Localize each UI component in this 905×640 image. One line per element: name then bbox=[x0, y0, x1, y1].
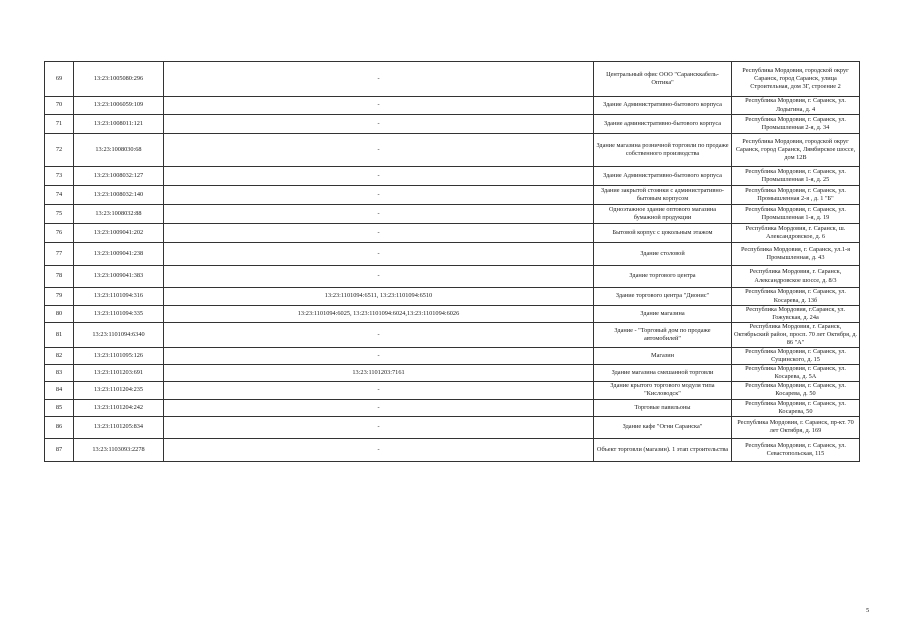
cadastral-number: 13:23:1101204:242 bbox=[74, 399, 164, 416]
object-address: Республика Мордовия, г. Саранск, Октябрьский район, просп. 70 лет Октября, д. 86 "А" bbox=[732, 323, 860, 348]
object-address: Республика Мордовия, г. Саранск, ул.1-я Промышленная, д. 43 bbox=[732, 243, 860, 266]
cadastral-number: 13:23:1008032:140 bbox=[74, 186, 164, 205]
row-number: 82 bbox=[45, 348, 74, 365]
row-number: 70 bbox=[45, 97, 74, 115]
table-row bbox=[45, 243, 860, 266]
cadastral-number: 13:23:1101203:691 bbox=[74, 365, 164, 382]
row-number: 71 bbox=[45, 115, 74, 134]
page-number: 5 bbox=[866, 607, 870, 614]
object-address: Республика Мордовия, г. Саранск, ул. Косарева, д. 50 bbox=[732, 382, 860, 399]
row-number: 73 bbox=[45, 167, 74, 186]
table-row bbox=[45, 348, 860, 365]
row-number: 83 bbox=[45, 365, 74, 382]
cadastral-number: 13:23:1103093:2278 bbox=[74, 438, 164, 461]
object-address: Республика Мордовия, г. Саранск, пр-кт. 70 лет Октября, д. 169 bbox=[732, 416, 860, 438]
table-row bbox=[45, 323, 860, 348]
object-address: Республика Мордовия, г. Саранск, ул. Промышленная 2-я , д. 1 "Б" bbox=[732, 186, 860, 205]
row-number: 74 bbox=[45, 186, 74, 205]
cadastral-number: 13:23:1005080:296 bbox=[74, 62, 164, 97]
object-name: Здание - "Торговый дом по продаже автомобилей" bbox=[594, 323, 732, 348]
object-address: Республика Мордовия, г. Саранск, ул. Лодыгина, д. 4 bbox=[732, 97, 860, 115]
table-row bbox=[45, 416, 860, 438]
related-cadastral-numbers: 13:23:1101203:7161 bbox=[164, 365, 594, 382]
related-cadastral-numbers: - bbox=[164, 243, 594, 266]
object-name: Здание магазина розничной торговли по продаже собственного производства bbox=[594, 134, 732, 167]
related-cadastral-numbers: - bbox=[164, 382, 594, 399]
object-name: Здание кафе "Огни Саранска" bbox=[594, 416, 732, 438]
table-row bbox=[45, 399, 860, 416]
object-name: Торговые павильоны bbox=[594, 399, 732, 416]
table-body bbox=[45, 62, 860, 462]
table-row bbox=[45, 288, 860, 306]
row-number: 76 bbox=[45, 224, 74, 243]
object-name: Здание магазина bbox=[594, 306, 732, 323]
related-cadastral-numbers: 13:23:1101094:6511, 13:23:1101094:6510 bbox=[164, 288, 594, 306]
cadastral-number: 13:23:1006059:109 bbox=[74, 97, 164, 115]
object-address: Республика Мордовия, г. Саранск, ул. Севастопольская, 115 bbox=[732, 438, 860, 461]
object-address: Республика Мордовия, г. Саранск, ул. Косарева, 50 bbox=[732, 399, 860, 416]
object-name: Центральный офис ООО "Сарансккабель-Оптика" bbox=[594, 62, 732, 97]
table-row bbox=[45, 306, 860, 323]
related-cadastral-numbers: - bbox=[164, 205, 594, 224]
cadastral-number: 13:23:1101095:126 bbox=[74, 348, 164, 365]
object-address: Республика Мордовия, г. Саранск, ул. Косарева, д. 5А bbox=[732, 365, 860, 382]
object-address: Республика Мордовия, г. Саранск, ш. Александровское, д. 6 bbox=[732, 224, 860, 243]
table-row bbox=[45, 266, 860, 288]
object-address: Республика Мордовия, г. Саранск, ул. Промышленная 1-я, д. 25 bbox=[732, 167, 860, 186]
related-cadastral-numbers: - bbox=[164, 438, 594, 461]
related-cadastral-numbers: - bbox=[164, 167, 594, 186]
row-number: 80 bbox=[45, 306, 74, 323]
object-name: Здание столовой bbox=[594, 243, 732, 266]
related-cadastral-numbers: - bbox=[164, 416, 594, 438]
row-number: 84 bbox=[45, 382, 74, 399]
cadastral-number: 13:23:1008030:68 bbox=[74, 134, 164, 167]
table-row bbox=[45, 97, 860, 115]
row-number: 75 bbox=[45, 205, 74, 224]
row-number: 72 bbox=[45, 134, 74, 167]
cadastral-number: 13:23:1101205:834 bbox=[74, 416, 164, 438]
object-address: Республика Мордовия, г.Саранск, ул. Гожувская, д. 24а bbox=[732, 306, 860, 323]
object-name: Объект торговли (магазин). 1 этап строительства bbox=[594, 438, 732, 461]
table-row bbox=[45, 224, 860, 243]
object-name: Здание магазина смешанной торговли bbox=[594, 365, 732, 382]
object-name: Здание административно-бытового корпуса bbox=[594, 115, 732, 134]
table-row bbox=[45, 186, 860, 205]
row-number: 85 bbox=[45, 399, 74, 416]
cadastral-number: 13:23:1009041:202 bbox=[74, 224, 164, 243]
object-address: Республика Мордовия, г. Саранск, ул. Промышленная 1-я, д. 19 bbox=[732, 205, 860, 224]
related-cadastral-numbers: - bbox=[164, 348, 594, 365]
cadastral-number: 13:23:1101094:6340 bbox=[74, 323, 164, 348]
object-address: Республика Мордовия, г. Саранск, ул. Сущинского, д. 15 bbox=[732, 348, 860, 365]
object-name: Здание закрытой стоянки с административно-бытовым корпусом bbox=[594, 186, 732, 205]
registry-table bbox=[44, 61, 860, 462]
table-row bbox=[45, 365, 860, 382]
related-cadastral-numbers: - bbox=[164, 399, 594, 416]
row-number: 87 bbox=[45, 438, 74, 461]
related-cadastral-numbers: - bbox=[164, 134, 594, 167]
object-name: Здание Административно-бытового корпуса bbox=[594, 167, 732, 186]
related-cadastral-numbers: - bbox=[164, 97, 594, 115]
row-number: 78 bbox=[45, 266, 74, 288]
object-name: Здание Административно-бытового корпуса bbox=[594, 97, 732, 115]
table-row bbox=[45, 62, 860, 97]
related-cadastral-numbers: - bbox=[164, 115, 594, 134]
object-name: Одноэтажное здание оптового магазина бумажной продукции bbox=[594, 205, 732, 224]
object-address: Республика Мордовия, городской округ Саранск, город Саранск, Лямбирское шоссе, дом 12В bbox=[732, 134, 860, 167]
row-number: 69 bbox=[45, 62, 74, 97]
cadastral-number: 13:23:1009041:238 bbox=[74, 243, 164, 266]
cadastral-number: 13:23:1008032:127 bbox=[74, 167, 164, 186]
object-name: Магазин bbox=[594, 348, 732, 365]
cadastral-number: 13:23:1008032:88 bbox=[74, 205, 164, 224]
table-row bbox=[45, 134, 860, 167]
row-number: 79 bbox=[45, 288, 74, 306]
related-cadastral-numbers: - bbox=[164, 224, 594, 243]
table-row bbox=[45, 167, 860, 186]
cadastral-number: 13:23:1101094:316 bbox=[74, 288, 164, 306]
related-cadastral-numbers: - bbox=[164, 266, 594, 288]
row-number: 81 bbox=[45, 323, 74, 348]
table-row bbox=[45, 382, 860, 399]
related-cadastral-numbers: - bbox=[164, 323, 594, 348]
table-row bbox=[45, 115, 860, 134]
object-address: Республика Мордовия, городской округ Саранск, город Саранск, улица Строительная, дом 3Г, строение 2 bbox=[732, 62, 860, 97]
object-address: Республика Мордовия, г. Саранск, ул. Промышленная 2-я, д. 34 bbox=[732, 115, 860, 134]
object-name: Здание торгового центра bbox=[594, 266, 732, 288]
related-cadastral-numbers: 13:23:1101094:6025, 13:23:1101094:6024,13:23:1101094:6026 bbox=[164, 306, 594, 323]
object-address: Республика Мордовия, г. Саранск, ул. Косарева, д. 13б bbox=[732, 288, 860, 306]
cadastral-number: 13:23:1101094:335 bbox=[74, 306, 164, 323]
cadastral-number: 13:23:1009041:383 bbox=[74, 266, 164, 288]
row-number: 86 bbox=[45, 416, 74, 438]
object-name: Бытовой корпус с цокольным этажом bbox=[594, 224, 732, 243]
row-number: 77 bbox=[45, 243, 74, 266]
object-address: Республика Мордовия, г. Саранск, Александровское шоссе, д. 8/3 bbox=[732, 266, 860, 288]
cadastral-number: 13:23:1101204:235 bbox=[74, 382, 164, 399]
table-row bbox=[45, 205, 860, 224]
object-name: Здание торгового центра "Дионис" bbox=[594, 288, 732, 306]
related-cadastral-numbers: - bbox=[164, 186, 594, 205]
cadastral-number: 13:23:1008011:121 bbox=[74, 115, 164, 134]
table-row bbox=[45, 438, 860, 461]
object-name: Здание крытого торгового модуля типа "Кисловодск" bbox=[594, 382, 732, 399]
related-cadastral-numbers: - bbox=[164, 62, 594, 97]
